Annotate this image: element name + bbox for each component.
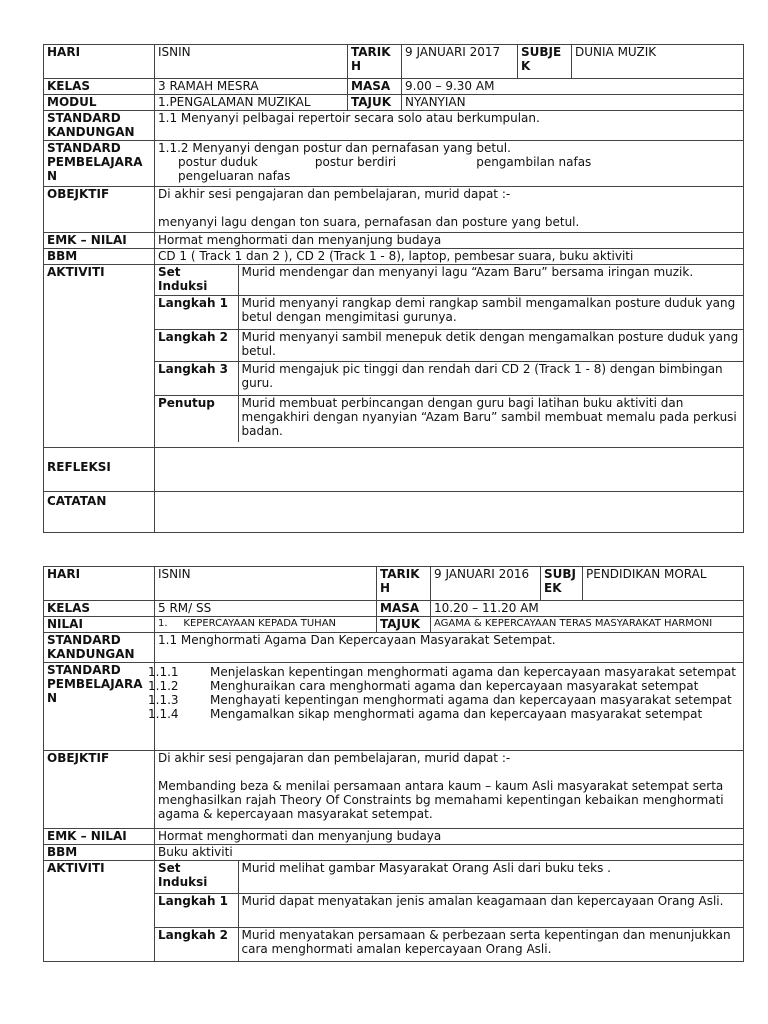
tarikh-label: TARIK H xyxy=(348,45,402,79)
sp-value xyxy=(148,663,744,751)
masa-value: 9.00 – 9.30 AM xyxy=(402,79,744,95)
step-text: Murid mengajuk pic tinggi dan rendah dari CD 2 (Track 1 - 8) dengan bimbingan guru. xyxy=(238,361,743,395)
obj-value xyxy=(155,187,744,233)
sp-item xyxy=(148,665,740,679)
sp-item xyxy=(148,679,740,693)
subjek-label: SUBJ EK xyxy=(541,567,583,601)
subjek-value: DUNIA MUZIK xyxy=(572,45,744,79)
kelas-value: 3 RAMAH MESRA xyxy=(155,79,348,95)
catatan-label: CATATAN xyxy=(44,492,155,533)
hari-label: HARI xyxy=(44,45,155,79)
step-text: Murid menyanyi sambil menepuk detik dengan mengamalkan posture duduk yang betul. xyxy=(238,329,743,361)
subjek-value: PENDIDIKAN MORAL xyxy=(583,567,744,601)
sp-item-text: Menghayati kepentingan menghormati agama dan kepercayaan masyarakat setempat xyxy=(210,693,732,707)
refleksi-label: REFLEKSI xyxy=(44,448,155,492)
step-label: Langkah 2 xyxy=(155,927,238,961)
sp-label: STANDARD PEMBELAJARA N xyxy=(44,141,155,187)
modul-label: MODUL xyxy=(44,95,155,111)
kelas-value: 5 RM/ SS xyxy=(155,601,377,617)
sp-label: STANDARD PEMBELAJARA N xyxy=(44,663,155,751)
sp-item-text: Menghuraikan cara menghormati agama dan kepercayaan masyarakat setempat xyxy=(210,679,699,693)
step-label: Set Induksi xyxy=(155,861,238,893)
modul-value: 1.PENGALAMAN MUZIKAL xyxy=(155,95,348,111)
sp-item xyxy=(148,707,740,721)
sp-line-2: postur duduk postur berdiri pengambilan nafas xyxy=(178,155,592,169)
sp-item-number: 1.1.2 xyxy=(148,679,179,693)
step-text: Murid membuat perbincangan dengan guru bagi latihan buku aktiviti dan mengakhiri dengan nyanyian “Azam Baru” sambil membuat memalu pada perkusi badan. xyxy=(238,395,743,442)
subjek-label: SUBJE K xyxy=(518,45,572,79)
step-label: Langkah 2 xyxy=(155,329,238,361)
step-text: Murid melihat gambar Masyarakat Orang Asli dari buku teks . xyxy=(238,861,743,893)
emk-value: Hormat menghormati dan menyanjung budaya xyxy=(155,829,744,845)
refleksi-value xyxy=(155,448,744,492)
tarikh-value: 9 JANUARI 2016 xyxy=(431,567,541,601)
sp-list xyxy=(148,665,740,721)
step-text: Murid dapat menyatakan jenis amalan keagamaan dan kepercayaan Orang Asli. xyxy=(238,893,743,927)
tajuk-label: TAJUK xyxy=(377,617,431,633)
step-text: Murid mendengar dan menyanyi lagu “Azam Baru” bersama iringan muzik. xyxy=(238,265,743,295)
masa-label: MASA xyxy=(377,601,431,617)
emk-label: EMK – NILAI xyxy=(44,829,155,845)
sk-value: 1.1 Menyanyi pelbagai repertoir secara solo atau berkumpulan. xyxy=(155,111,744,141)
tajuk-label: TAJUK xyxy=(348,95,402,111)
sp-item-text: Mengamalkan sikap menghormati agama dan kepercayaan masyarakat setempat xyxy=(210,707,703,721)
bbm-label: BBM xyxy=(44,249,155,265)
sk-value: 1.1 Menghormati Agama Dan Kepercayaan Masyarakat Setempat. xyxy=(155,633,744,663)
obj-label: OBEJKTIF xyxy=(44,751,155,829)
tarikh-label: TARIK H xyxy=(377,567,431,601)
obj-label: OBEJKTIF xyxy=(44,187,155,233)
sp-line-3: pengeluaran nafas xyxy=(178,169,291,183)
sp-item-text: Menjelaskan kepentingan menghormati agama dan kepercayaan masyarakat setempat xyxy=(210,665,736,679)
obj-line-2: menyanyi lagu dengan ton suara, pernafasan dan posture yang betul. xyxy=(158,215,580,229)
obj-line-2: Membanding beza & menilai persamaan antara kaum – kaum Asli masyarakat setempat serta menghasilkan rajah Theory Of Constraints bg memahami kepentingan kebaikan menghormati agama & kepercayaan masyarakat setempat. xyxy=(158,779,724,821)
emk-label: EMK – NILAI xyxy=(44,233,155,249)
step-label: Set Induksi xyxy=(155,265,238,295)
masa-label: MASA xyxy=(348,79,402,95)
tajuk-value: AGAMA & KEPERCAYAAN TERAS MASYARAKAT HARMONI xyxy=(431,617,744,633)
aktiviti-cell xyxy=(155,861,744,962)
catatan-value xyxy=(155,492,744,533)
sp-value xyxy=(155,141,744,187)
lesson-plan-table-1 xyxy=(43,44,744,533)
step-text: Murid menyanyi rangkap demi rangkap sambil mengamalkan posture duduk yang betul dengan mengimitasi gurunya. xyxy=(238,295,743,329)
tajuk-value: NYANYIAN xyxy=(402,95,744,111)
aktiviti-label: AKTIVITI xyxy=(44,861,155,962)
aktiviti-label: AKTIVITI xyxy=(44,265,155,448)
emk-value: Hormat menghormati dan menyanjung budaya xyxy=(155,233,744,249)
sk-label: STANDARD KANDUNGAN xyxy=(44,633,155,663)
obj-line-1: Di akhir sesi pengajaran dan pembelajaran, murid dapat :- xyxy=(158,187,511,201)
step-label: Langkah 3 xyxy=(155,361,238,395)
kelas-label: KELAS xyxy=(44,601,155,617)
sp-line-1: 1.1.2 Menyanyi dengan postur dan pernafasan yang betul. xyxy=(158,141,511,155)
sk-label: STANDARD KANDUNGAN xyxy=(44,111,155,141)
aktiviti-steps xyxy=(155,265,743,442)
sp-item-number: 1.1.4 xyxy=(148,707,179,721)
hari-value: ISNIN xyxy=(155,567,377,601)
nilai-label: NILAI xyxy=(44,617,155,633)
masa-value: 10.20 – 11.20 AM xyxy=(431,601,744,617)
sp-item-number: 1.1.3 xyxy=(148,693,179,707)
sp-item xyxy=(148,693,740,707)
sp-item-number: 1.1.1 xyxy=(148,665,179,679)
step-label: Penutup xyxy=(155,395,238,442)
obj-value xyxy=(155,751,744,829)
bbm-value: CD 1 ( Track 1 dan 2 ), CD 2 (Track 1 - 8), laptop, pembesar suara, buku aktiviti xyxy=(155,249,744,265)
step-text: Murid menyatakan persamaan & perbezaan serta kepentingan dan menunjukkan cara menghormati amalan kepercayaan Orang Asli. xyxy=(238,927,743,961)
bbm-value: Buku aktiviti xyxy=(155,845,744,861)
hari-value: ISNIN xyxy=(155,45,348,79)
tarikh-value: 9 JANUARI 2017 xyxy=(402,45,518,79)
aktiviti-steps xyxy=(155,861,743,961)
bbm-label: BBM xyxy=(44,845,155,861)
nilai-value: 1. KEPERCAYAAN KEPADA TUHAN xyxy=(155,617,377,633)
kelas-label: KELAS xyxy=(44,79,155,95)
step-label: Langkah 1 xyxy=(155,295,238,329)
hari-label: HARI xyxy=(44,567,155,601)
lesson-plan-table-2 xyxy=(43,566,744,962)
aktiviti-cell xyxy=(155,265,744,448)
step-label: Langkah 1 xyxy=(155,893,238,927)
obj-line-1: Di akhir sesi pengajaran dan pembelajaran, murid dapat :- xyxy=(158,751,511,765)
